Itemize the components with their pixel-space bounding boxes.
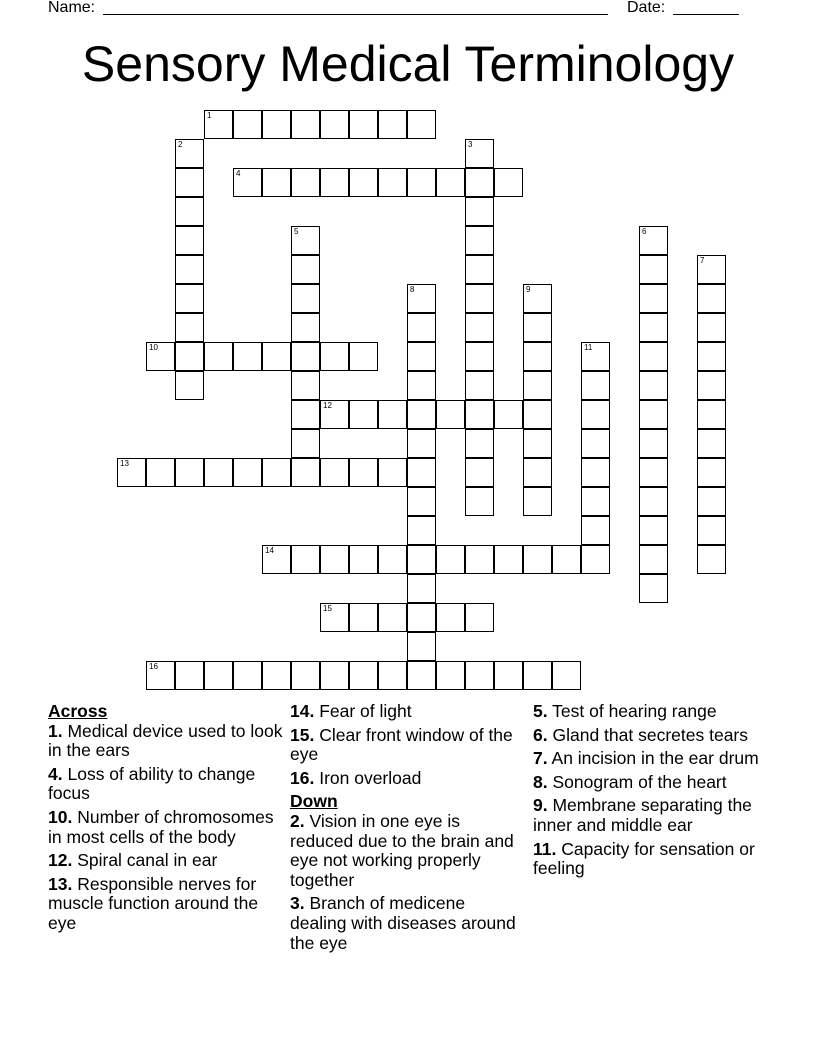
grid-cell[interactable]	[291, 226, 320, 255]
grid-cell[interactable]	[407, 284, 436, 313]
clue-number: 1.	[48, 720, 63, 741]
grid-cell[interactable]	[262, 110, 291, 139]
grid-cell[interactable]	[639, 516, 668, 545]
grid-cell[interactable]	[233, 458, 262, 487]
grid-cell[interactable]	[320, 458, 349, 487]
grid-cell[interactable]	[233, 661, 262, 690]
grid-cell[interactable]	[175, 371, 204, 400]
grid-cell[interactable]	[581, 400, 610, 429]
cell-number: 2	[178, 140, 183, 149]
grid-cell[interactable]	[523, 371, 552, 400]
grid-cell[interactable]	[378, 168, 407, 197]
grid-cell[interactable]	[291, 284, 320, 313]
clue-number: 3.	[290, 893, 305, 914]
grid-cell[interactable]	[523, 400, 552, 429]
grid-cell[interactable]	[436, 545, 465, 574]
clue-number: 6.	[533, 724, 548, 745]
grid-cell[interactable]	[552, 545, 581, 574]
clue-number: 15.	[290, 724, 315, 745]
grid-cell[interactable]	[407, 516, 436, 545]
grid-cell[interactable]	[291, 371, 320, 400]
clue-number: 10.	[48, 806, 73, 827]
grid-cell[interactable]	[697, 371, 726, 400]
clue-text: Medical device used to look in the ears	[48, 720, 283, 761]
grid-cell[interactable]	[697, 516, 726, 545]
grid-cell[interactable]	[407, 168, 436, 197]
grid-cell[interactable]	[581, 458, 610, 487]
grid-cell[interactable]	[523, 313, 552, 342]
clue-text: Iron overload	[319, 767, 422, 788]
grid-cell[interactable]	[175, 661, 204, 690]
cell-number: 16	[149, 662, 158, 671]
grid-cell[interactable]	[697, 429, 726, 458]
cell-number: 13	[120, 459, 129, 468]
grid-cell[interactable]	[378, 545, 407, 574]
grid-cell[interactable]	[407, 342, 436, 371]
grid-cell[interactable]	[523, 487, 552, 516]
clue-down-7	[533, 749, 773, 769]
grid-cell[interactable]	[291, 168, 320, 197]
grid-cell[interactable]	[465, 545, 494, 574]
grid-cell[interactable]	[291, 661, 320, 690]
date-label: Date:	[627, 0, 666, 16]
grid-cell[interactable]	[175, 139, 204, 168]
grid-cell[interactable]	[639, 371, 668, 400]
grid-cell[interactable]	[175, 313, 204, 342]
grid-cell[interactable]	[639, 429, 668, 458]
cell-number: 1	[207, 111, 212, 120]
clue-number: 13.	[48, 873, 73, 894]
clues-column-3	[533, 702, 773, 883]
grid-cell[interactable]	[465, 603, 494, 632]
grid-cell[interactable]	[407, 429, 436, 458]
grid-cell[interactable]	[146, 342, 175, 371]
grid-cell[interactable]	[349, 661, 378, 690]
cell-number: 12	[323, 401, 332, 410]
grid-cell[interactable]	[320, 342, 349, 371]
clue-number: 7.	[533, 748, 548, 769]
clue-down-6	[533, 726, 773, 746]
grid-cell[interactable]	[320, 661, 349, 690]
grid-cell[interactable]	[407, 632, 436, 661]
grid-cell[interactable]	[523, 284, 552, 313]
grid-cell[interactable]	[639, 284, 668, 313]
grid-cell[interactable]	[465, 313, 494, 342]
grid-cell[interactable]	[378, 661, 407, 690]
clue-text: An incision in the ear drum	[551, 748, 759, 769]
grid-cell[interactable]	[407, 603, 436, 632]
grid-cell[interactable]	[291, 458, 320, 487]
grid-cell[interactable]	[146, 458, 175, 487]
grid-cell[interactable]	[320, 110, 349, 139]
grid-cell[interactable]	[523, 429, 552, 458]
grid-cell[interactable]	[262, 545, 291, 574]
clue-across-14	[290, 702, 525, 722]
grid-cell[interactable]	[465, 429, 494, 458]
clue-text: Capacity for sensation or feeling	[533, 838, 755, 879]
grid-cell[interactable]	[262, 168, 291, 197]
clue-across-1	[48, 722, 288, 761]
clue-text: Clear front window of the eye	[290, 724, 513, 765]
clue-text: Loss of ability to change focus	[48, 763, 256, 804]
grid-cell[interactable]	[175, 226, 204, 255]
clue-across-10	[48, 808, 288, 847]
grid-cell[interactable]	[697, 487, 726, 516]
clue-down-5	[533, 702, 773, 722]
name-label: Name:	[48, 0, 96, 16]
grid-cell[interactable]	[523, 342, 552, 371]
grid-cell[interactable]	[378, 400, 407, 429]
grid-cell[interactable]	[523, 661, 552, 690]
grid-cell[interactable]	[407, 661, 436, 690]
grid-cell[interactable]	[204, 661, 233, 690]
grid-cell[interactable]	[465, 284, 494, 313]
cell-number: 5	[294, 227, 299, 236]
grid-cell[interactable]	[407, 487, 436, 516]
grid-cell[interactable]	[436, 168, 465, 197]
grid-cell[interactable]	[523, 545, 552, 574]
grid-cell[interactable]	[175, 197, 204, 226]
grid-cell[interactable]	[639, 226, 668, 255]
grid-cell[interactable]	[639, 342, 668, 371]
grid-cell[interactable]	[697, 342, 726, 371]
grid-cell[interactable]	[494, 400, 523, 429]
grid-cell[interactable]	[204, 110, 233, 139]
grid-cell[interactable]	[262, 458, 291, 487]
grid-cell[interactable]	[262, 661, 291, 690]
clues-column-2	[290, 702, 525, 957]
clue-across-13	[48, 875, 288, 934]
cell-number: 14	[265, 546, 274, 555]
grid-cell[interactable]	[465, 371, 494, 400]
grid-cell[interactable]	[204, 342, 233, 371]
clue-down-11	[533, 840, 773, 879]
grid-cell[interactable]	[349, 342, 378, 371]
grid-cell[interactable]	[407, 545, 436, 574]
clue-text: Vision in one eye is reduced due to the brain and eye not working properly together	[290, 810, 514, 890]
grid-cell[interactable]	[320, 400, 349, 429]
grid-cell[interactable]	[320, 603, 349, 632]
grid-cell[interactable]	[175, 458, 204, 487]
grid-cell[interactable]	[639, 400, 668, 429]
grid-cell[interactable]	[639, 487, 668, 516]
grid-cell[interactable]	[407, 458, 436, 487]
grid-cell[interactable]	[581, 429, 610, 458]
grid-cell[interactable]	[465, 400, 494, 429]
grid-cell[interactable]	[523, 458, 552, 487]
grid-cell[interactable]	[291, 545, 320, 574]
cell-number: 11	[584, 343, 593, 352]
grid-cell[interactable]	[320, 168, 349, 197]
clue-down-8	[533, 773, 773, 793]
grid-cell[interactable]	[175, 284, 204, 313]
grid-cell[interactable]	[349, 458, 378, 487]
grid-cell[interactable]	[291, 429, 320, 458]
cell-number: 4	[236, 169, 241, 178]
grid-cell[interactable]	[465, 139, 494, 168]
clues-column-1	[48, 702, 288, 938]
cell-number: 7	[700, 256, 705, 265]
grid-cell[interactable]	[175, 342, 204, 371]
grid-cell[interactable]	[349, 168, 378, 197]
page-title: Sensory Medical Terminology	[81, 36, 735, 92]
clue-text: Test of hearing range	[552, 701, 717, 721]
clue-text: Spiral canal in ear	[77, 850, 218, 871]
grid-cell[interactable]	[378, 458, 407, 487]
grid-cell[interactable]	[552, 661, 581, 690]
grid-cell[interactable]	[407, 110, 436, 139]
cell-number: 10	[149, 343, 158, 352]
grid-cell[interactable]	[639, 313, 668, 342]
clue-down-2	[290, 812, 525, 890]
grid-cell[interactable]	[436, 661, 465, 690]
clue-text: Sonogram of the heart	[552, 771, 727, 792]
down-heading: Down	[290, 791, 338, 812]
clue-across-15	[290, 726, 525, 765]
grid-cell[interactable]	[465, 342, 494, 371]
clue-number: 2.	[290, 810, 305, 831]
grid-cell[interactable]	[697, 255, 726, 284]
grid-cell[interactable]	[349, 545, 378, 574]
grid-cell[interactable]	[378, 110, 407, 139]
grid-cell[interactable]	[697, 284, 726, 313]
grid-cell[interactable]	[407, 400, 436, 429]
grid-cell[interactable]	[465, 487, 494, 516]
grid-cell[interactable]	[436, 603, 465, 632]
grid-cell[interactable]	[494, 545, 523, 574]
clue-across-4	[48, 765, 288, 804]
grid-cell[interactable]	[465, 168, 494, 197]
grid-cell[interactable]	[349, 110, 378, 139]
grid-cell[interactable]	[378, 603, 407, 632]
grid-cell[interactable]	[117, 458, 146, 487]
grid-cell[interactable]	[697, 458, 726, 487]
grid-cell[interactable]	[581, 371, 610, 400]
grid-cell[interactable]	[233, 342, 262, 371]
clue-text: Responsible nerves for muscle function around the eye	[48, 873, 259, 933]
clue-text: Membrane separating the inner and middle ear	[533, 795, 752, 835]
grid-cell[interactable]	[320, 545, 349, 574]
clue-number: 16.	[290, 767, 315, 788]
grid-cell[interactable]	[407, 371, 436, 400]
clue-number: 5.	[533, 701, 548, 721]
grid-cell[interactable]	[233, 168, 262, 197]
cell-number: 15	[323, 604, 332, 613]
grid-cell[interactable]	[581, 342, 610, 371]
grid-cell[interactable]	[697, 313, 726, 342]
grid-cell[interactable]	[349, 603, 378, 632]
cell-number: 6	[642, 227, 647, 236]
grid-cell[interactable]	[697, 545, 726, 574]
grid-cell[interactable]	[436, 400, 465, 429]
grid-cell[interactable]	[465, 226, 494, 255]
clue-text: Fear of light	[319, 701, 412, 721]
cell-number: 3	[468, 140, 473, 149]
grid-cell[interactable]	[291, 400, 320, 429]
clue-number: 14.	[290, 701, 315, 721]
grid-cell[interactable]	[465, 458, 494, 487]
grid-cell[interactable]	[639, 574, 668, 603]
grid-cell[interactable]	[639, 458, 668, 487]
clue-number: 8.	[533, 771, 548, 792]
clue-number: 4.	[48, 763, 63, 784]
grid-cell[interactable]	[494, 661, 523, 690]
grid-cell[interactable]	[204, 458, 233, 487]
clue-down-3	[290, 894, 525, 953]
clue-down-9	[533, 796, 773, 835]
grid-cell[interactable]	[465, 661, 494, 690]
grid-cell[interactable]	[262, 342, 291, 371]
grid-cell[interactable]	[349, 400, 378, 429]
clue-across-16	[290, 769, 525, 789]
grid-cell[interactable]	[175, 168, 204, 197]
clue-text: Branch of medicene dealing with diseases around the eye	[290, 893, 516, 953]
grid-cell[interactable]	[581, 545, 610, 574]
grid-cell[interactable]	[465, 255, 494, 284]
grid-cell[interactable]	[233, 110, 262, 139]
clue-number: 11.	[533, 838, 557, 859]
grid-cell[interactable]	[146, 661, 175, 690]
across-heading: Across	[48, 701, 108, 721]
grid-cell[interactable]	[581, 516, 610, 545]
clue-across-12	[48, 851, 288, 871]
grid-cell[interactable]	[465, 197, 494, 226]
clue-text: Number of chromosomes in most cells of the body	[48, 806, 274, 847]
grid-cell[interactable]	[407, 313, 436, 342]
grid-cell[interactable]	[697, 400, 726, 429]
grid-cell[interactable]	[291, 313, 320, 342]
grid-cell[interactable]	[291, 255, 320, 284]
grid-cell[interactable]	[291, 342, 320, 371]
cell-number: 9	[526, 285, 531, 294]
grid-cell[interactable]	[639, 255, 668, 284]
clue-text: Gland that secretes tears	[552, 724, 749, 745]
grid-cell[interactable]	[581, 487, 610, 516]
clue-number: 12.	[48, 850, 73, 871]
grid-cell[interactable]	[639, 545, 668, 574]
grid-cell[interactable]	[175, 255, 204, 284]
grid-cell[interactable]	[494, 168, 523, 197]
clue-number: 9.	[533, 795, 548, 816]
grid-cell[interactable]	[291, 110, 320, 139]
cell-number: 8	[410, 285, 415, 294]
grid-cell[interactable]	[407, 574, 436, 603]
